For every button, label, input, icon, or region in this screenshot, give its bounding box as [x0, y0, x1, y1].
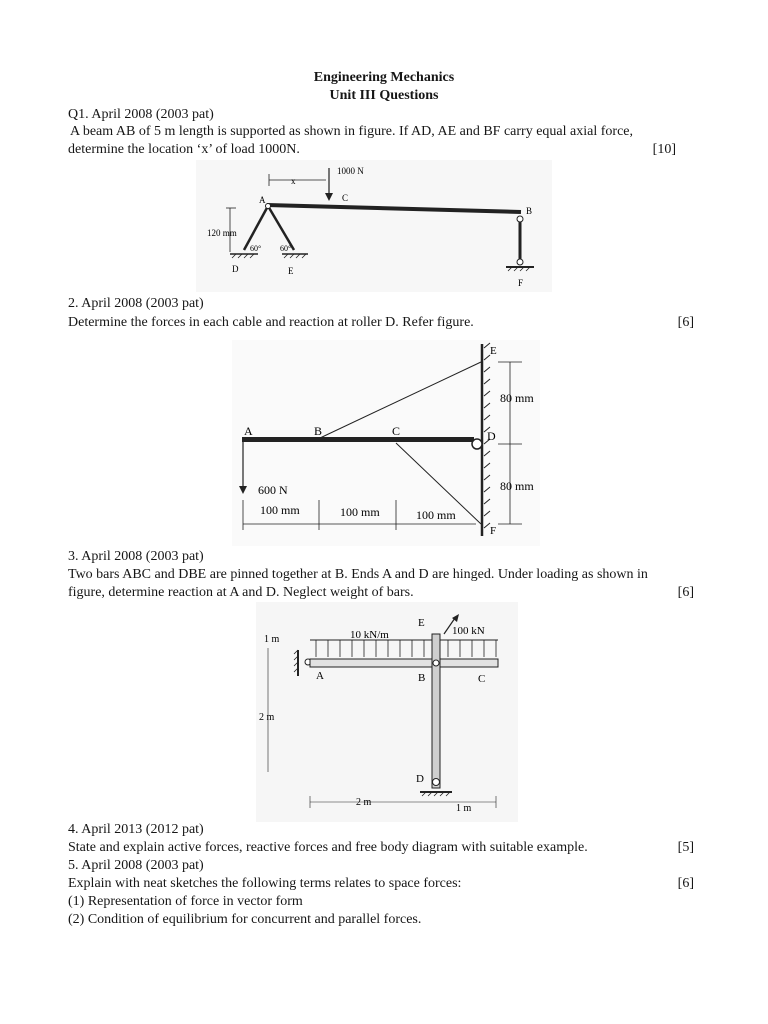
- q5-item-1: (1) Representation of force in vector form: [68, 894, 303, 909]
- q2-label-b: B: [314, 424, 323, 438]
- document-subtitle: Unit III Questions: [329, 88, 439, 103]
- q3-pin-d: [433, 779, 440, 786]
- q2-heading: 2. April 2008 (2003 pat): [68, 296, 204, 311]
- q1-figure-background: [196, 160, 552, 292]
- document-title: Engineering Mechanics: [313, 70, 455, 85]
- q5-marks: [6]: [677, 876, 694, 891]
- q1-label-a: A: [259, 195, 266, 205]
- q5-item-2: (2) Condition of equilibrium for concurrent and parallel forces.: [68, 912, 422, 927]
- q3-dim-1m: 1 m: [264, 634, 280, 645]
- q1-heading: Q1. April 2008 (2003 pat): [68, 107, 214, 122]
- q3-bar-dbe: [432, 634, 440, 788]
- q3-label-e: E: [418, 617, 425, 629]
- q2-figure: [232, 340, 540, 546]
- q2-label-a: A: [244, 424, 253, 438]
- q1-x-label: x: [291, 176, 296, 186]
- q1-text-line1: A beam AB of 5 m length is supported as shown in figure. If AD, AE and BF carry equal axial force,: [70, 124, 633, 139]
- q4-heading: 4. April 2013 (2012 pat): [68, 822, 204, 837]
- q1-figure: [196, 160, 552, 292]
- q2-roller-d: [472, 439, 482, 449]
- q1-label-c: C: [342, 193, 349, 203]
- q5-heading: 5. April 2008 (2003 pat): [68, 858, 204, 873]
- q3-label-a: A: [316, 670, 324, 682]
- q3-udl-label: 10 kN/m: [350, 629, 389, 641]
- q2-label-c: C: [392, 424, 401, 438]
- q2-label-f: F: [490, 525, 497, 537]
- q2-dim2: 100 mm: [340, 505, 380, 519]
- q1-pin-f: [517, 259, 523, 265]
- q2-load-label: 600 N: [258, 483, 288, 497]
- q2-label-e: E: [490, 345, 497, 357]
- q2-dim-bottom: 80 mm: [500, 479, 534, 493]
- q3-figure: [256, 602, 518, 822]
- q1-label-d: D: [232, 264, 239, 274]
- q3-dim-h2m: 2 m: [356, 797, 372, 808]
- q1-load-label: 1000 N: [337, 166, 364, 176]
- q3-dim-2m: 2 m: [259, 712, 275, 723]
- q1-marks: [10]: [652, 142, 676, 157]
- q3-dim-h1m: 1 m: [456, 803, 472, 814]
- q3-point-load-label: 100 kN: [452, 625, 485, 637]
- q1-label-b: B: [526, 206, 533, 216]
- q3-label-d: D: [416, 773, 424, 785]
- q2-beam: [242, 437, 474, 442]
- q2-dim3: 100 mm: [416, 508, 456, 522]
- q1-label-f: F: [518, 278, 524, 288]
- q3-marks: [6]: [677, 585, 694, 600]
- q3-label-c: C: [478, 673, 486, 685]
- q3-bar-abc: [310, 659, 498, 667]
- q3-label-b: B: [418, 672, 426, 684]
- q1-text-line2: determine the location ‘x’ of load 1000N.: [68, 142, 300, 157]
- q1-height-label: 120 mm: [207, 228, 237, 238]
- q1-pin-a: [266, 204, 271, 209]
- q5-text-line1: Explain with neat sketches the following terms relates to space forces:: [68, 876, 462, 891]
- q1-pin-b: [517, 216, 523, 222]
- q1-label-e: E: [288, 266, 294, 276]
- q2-dim1: 100 mm: [260, 503, 300, 517]
- q1-angle-left: 60°: [250, 244, 262, 253]
- q2-dim-top: 80 mm: [500, 391, 534, 405]
- q4-text-line1: State and explain active forces, reactive forces and free body diagram with suitable example.: [68, 840, 588, 855]
- q2-marks: [6]: [677, 315, 694, 330]
- q3-text-line2: figure, determine reaction at A and D. Neglect weight of bars.: [68, 585, 414, 600]
- q4-marks: [5]: [677, 840, 694, 855]
- q2-text-line1: Determine the forces in each cable and reaction at roller D. Refer figure.: [68, 315, 474, 330]
- q1-angle-right: 60°: [280, 244, 292, 253]
- q3-text-line1: Two bars ABC and DBE are pinned together at B. Ends A and D are hinged. Under loading as shown in: [68, 567, 648, 582]
- q3-heading: 3. April 2008 (2003 pat): [68, 549, 204, 564]
- q2-label-d: D: [487, 429, 496, 443]
- q3-pin-b: [433, 660, 439, 666]
